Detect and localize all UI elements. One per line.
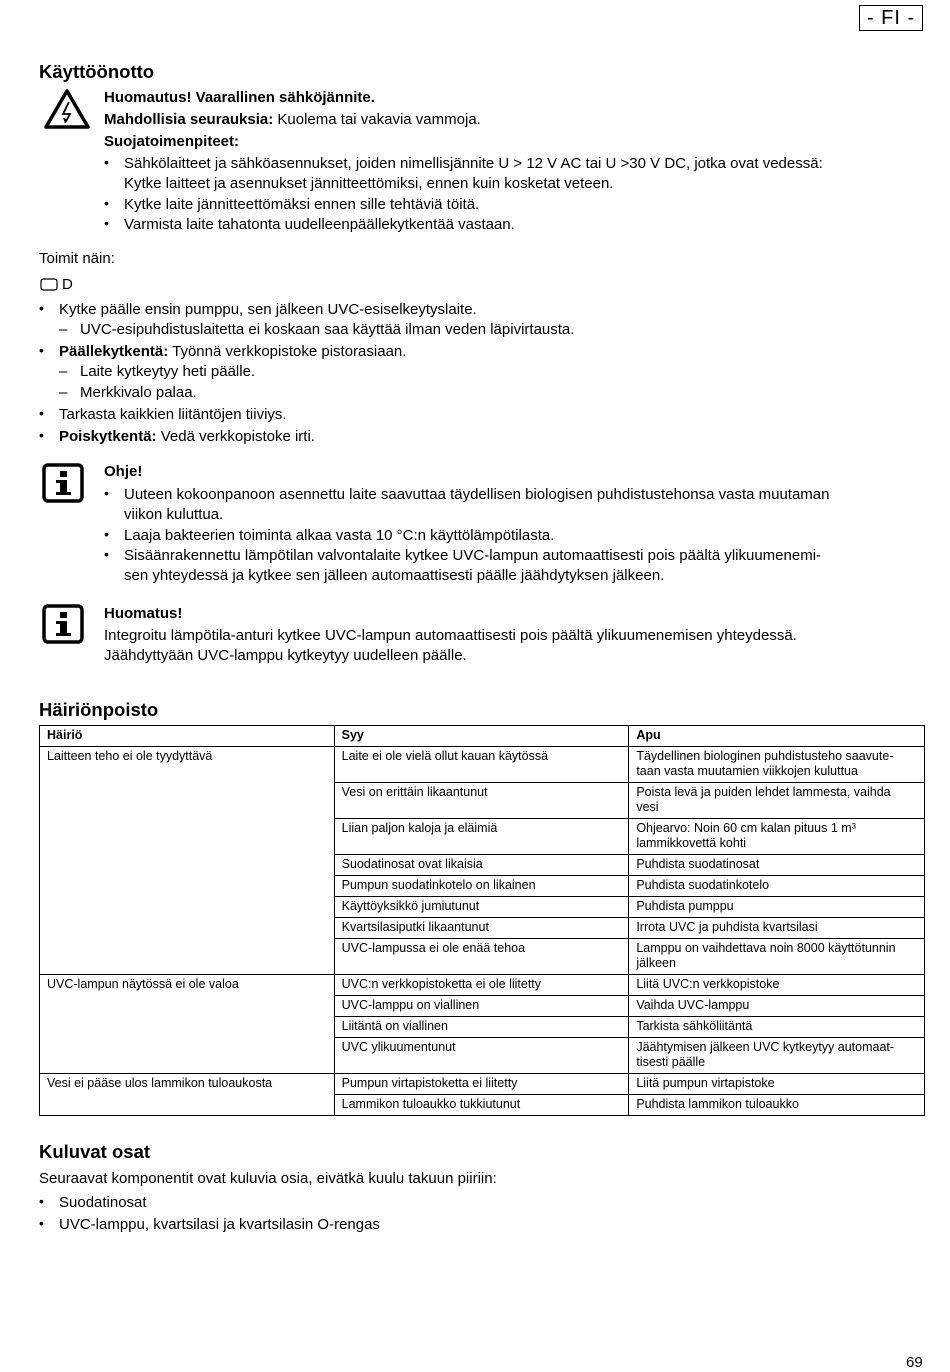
cause-cell: Laite ei ole vielä ollut kauan käytössä [334, 747, 629, 783]
table-row [40, 855, 925, 876]
language-tag: - FI - [859, 5, 923, 31]
bullet: • [104, 485, 109, 501]
remedy-cell: Puhdista suodatinkotelo [629, 876, 925, 897]
note-heading: Huomatus! [104, 605, 183, 622]
tip-bullet-2: Laaja bakteerien toiminta alkaa vasta 10 °C:n käyttölämpötilasta. [124, 527, 555, 544]
cause-cell: Suodatinosat ovat likaisia [334, 855, 629, 876]
cause-cell: Pumpun suodatinkotelo on likainen [334, 876, 629, 897]
cause-cell: Liitäntä on viallinen [334, 1017, 629, 1038]
remedy-cell: Lamppu on vaihdettava noin 8000 käyttötunnin jälkeen [629, 939, 925, 975]
tip-bullet-1b: viikon kuluttua. [124, 506, 224, 523]
dash: – [59, 363, 68, 380]
bullet: • [104, 154, 109, 170]
step-1: Kytke päälle ensin pumppu, sen jälkeen UVC-esiselkeytyslaite. [59, 301, 477, 318]
remedy-cell: Ohjearvo: Noin 60 cm kalan pituus 1 m³ lammikkovettä kohti [629, 819, 925, 855]
wear-part-2: UVC-lamppu, kvartsilasi ja kvartsilasin O-rengas [59, 1216, 380, 1233]
cause-cell: Vesi on erittäin likaantunut [334, 783, 629, 819]
bullet: • [39, 427, 44, 443]
warning-bullet-3: Varmista laite tahatonta uudelleenpäällekytkentää vastaan. [124, 216, 515, 233]
remedy-cell: Puhdista suodatinosat [629, 855, 925, 876]
wear-part-1: Suodatinosat [59, 1194, 147, 1211]
note-line-1: Integroitu lämpötila-anturi kytkee UVC-lampun automaattisesti pois päältä ylikuumenemisen yhteydessä. [104, 627, 797, 644]
fault-cell [40, 819, 335, 855]
protective-measures-heading: Suojatoimenpiteet: [104, 133, 240, 150]
remedy-cell: Poista levä ja puiden lehdet lammesta, vaihda vesi [629, 783, 925, 819]
fault-cell [40, 783, 335, 819]
warning-bullet-1b: Kytke laitteet ja asennukset jännitteettömiksi, ennen kuin kosketat veteen. [124, 175, 614, 192]
fault-cell [40, 918, 335, 939]
fault-cell [40, 876, 335, 897]
remedy-cell: Liitä UVC:n verkkopistoke [629, 975, 925, 996]
step-1-note: UVC-esipuhdistuslaitetta ei koskaan saa käyttää ilman veden läpivirtausta. [80, 321, 575, 338]
step-2-note-1: Laite kytkeytyy heti päälle. [80, 363, 256, 380]
fault-cell [40, 1017, 335, 1038]
wear-parts-intro: Seuraavat komponentit ovat kuluvia osia, eivätkä kuulu takuun piiriin: [39, 1170, 497, 1187]
remedy-cell: Tarkista sähköliitäntä [629, 1017, 925, 1038]
table-row [40, 783, 925, 819]
page-number: 69 [906, 1354, 923, 1371]
remedy-cell: Täydellinen biologinen puhdistusteho saavute- taan vasta muutamien viikkojen kuluttua [629, 747, 925, 783]
bullet: • [39, 405, 44, 421]
fault-cell [40, 855, 335, 876]
bullet: • [39, 300, 44, 316]
table-row [40, 897, 925, 918]
fault-cell [40, 939, 335, 975]
remedy-cell: Puhdista pumppu [629, 897, 925, 918]
warning-bullet-1a: Sähkölaitteet ja sähköasennukset, joiden nimellisjännite U > 12 V AC tai U >30 V DC, jotka ovat vedessä: [124, 155, 823, 172]
step-2 [59, 342, 406, 362]
remedy-cell: Jäähtymisen jälkeen UVC kytkeytyy automaat- tisesti päälle [629, 1038, 925, 1074]
section-title-kayttoonotto: Käyttöönotto [39, 61, 155, 82]
tip-bullet-1a: Uuteen kokoonpanoon asennettu laite saavuttaa täydellisen biologisen puhdistustehonsa vasta muutaman [124, 486, 830, 503]
warning-consequences [104, 110, 481, 130]
table-row [40, 819, 925, 855]
fault-cell [40, 1038, 335, 1074]
table-row [40, 747, 925, 783]
bullet: • [104, 546, 109, 562]
bullet: • [39, 1193, 44, 1209]
column-header-remedy: Apu [629, 726, 925, 747]
cause-cell: UVC ylikuumentunut [334, 1038, 629, 1074]
warning-heading: Huomautus! Vaarallinen sähköjännite. [104, 89, 375, 106]
note-line-2: Jäähdyttyään UVC-lamppu kytkeytyy uudelleen päälle. [104, 647, 467, 664]
consequences-label: Mahdollisia seurauksia: [104, 111, 274, 128]
fault-cell [40, 897, 335, 918]
column-header-fault: Häiriö [40, 726, 335, 747]
table-row [40, 1095, 925, 1116]
figure-reference: D [62, 276, 73, 293]
consequences-text: Kuolema tai vakavia vammoja. [273, 111, 481, 128]
electric-hazard-warning-icon [44, 89, 90, 129]
table-row [40, 1074, 925, 1095]
tip-bullet-3a: Sisäänrakennettu lämpötilan valvontalaite kytkee UVC-lampun automaattisesti pois päältä ylikuumenemi- [124, 547, 822, 564]
table-row [40, 1017, 925, 1038]
info-icon [42, 604, 84, 644]
switch-off-text: Vedä verkkopistoke irti. [156, 428, 315, 445]
fault-cell: Vesi ei pääse ulos lammikon tuloaukosta [40, 1074, 335, 1095]
switch-on-text: Työnnä verkkopistoke pistorasiaan. [168, 343, 407, 360]
remedy-cell: Irrota UVC ja puhdista kvartsilasi [629, 918, 925, 939]
column-header-cause: Syy [334, 726, 629, 747]
fault-cell [40, 996, 335, 1017]
dash: – [59, 384, 68, 401]
cause-cell: Käyttöyksikkö jumiutunut [334, 897, 629, 918]
step-3: Tarkasta kaikkien liitäntöjen tiiviys. [59, 406, 287, 423]
cause-cell: UVC-lampussa ei ole enää tehoa [334, 939, 629, 975]
fault-cell [40, 1095, 335, 1116]
dash: – [59, 321, 68, 338]
tip-heading: Ohje! [104, 463, 143, 480]
fault-cell: UVC-lampun näytössä ei ole valoa [40, 975, 335, 996]
section-title-hairionpoisto: Häiriönpoisto [39, 699, 159, 720]
bullet: • [104, 195, 109, 211]
remedy-cell: Liitä pumpun virtapistoke [629, 1074, 925, 1095]
fault-cell: Laitteen teho ei ole tyydyttävä [40, 747, 335, 783]
section-title-kuluvat-osat: Kuluvat osat [39, 1141, 151, 1162]
bullet: • [104, 526, 109, 542]
table-row [40, 1038, 925, 1074]
table-row [40, 996, 925, 1017]
tip-bullet-3b: sen yhteydessä ja kytkee sen jälleen automaattisesti päälle jäähdytyksen jälkeen. [124, 567, 665, 584]
table-row [40, 876, 925, 897]
switch-on-label: Päällekytkentä: [59, 343, 169, 360]
info-icon [42, 463, 84, 503]
cause-cell: Pumpun virtapistoketta ei liitetty [334, 1074, 629, 1095]
warning-bullet-2: Kytke laite jännitteettömäksi ennen sille tehtäviä töitä. [124, 196, 480, 213]
cause-cell: Liian paljon kaloja ja eläimiä [334, 819, 629, 855]
figure-reference-icon [40, 278, 58, 291]
cause-cell: UVC-lamppu on viallinen [334, 996, 629, 1017]
bullet: • [39, 1215, 44, 1231]
cause-cell: Lammikon tuloaukko tukkiutunut [334, 1095, 629, 1116]
remedy-cell: Vaihda UVC-lamppu [629, 996, 925, 1017]
cause-cell: UVC:n verkkopistoketta ei ole liitetty [334, 975, 629, 996]
switch-off-label: Poiskytkentä: [59, 428, 157, 445]
troubleshooting-table [39, 725, 925, 1116]
table-row [40, 918, 925, 939]
remedy-cell: Puhdista lammikon tuloaukko [629, 1095, 925, 1116]
instructions-label: Toimit näin: [39, 250, 115, 267]
step-2-note-2: Merkkivalo palaa. [80, 384, 197, 401]
cause-cell: Kvartsilasiputki likaantunut [334, 918, 629, 939]
step-4 [59, 427, 315, 447]
bullet: • [104, 215, 109, 231]
table-header-row [40, 726, 925, 747]
table-row [40, 975, 925, 996]
table-row [40, 939, 925, 975]
bullet: • [39, 342, 44, 358]
